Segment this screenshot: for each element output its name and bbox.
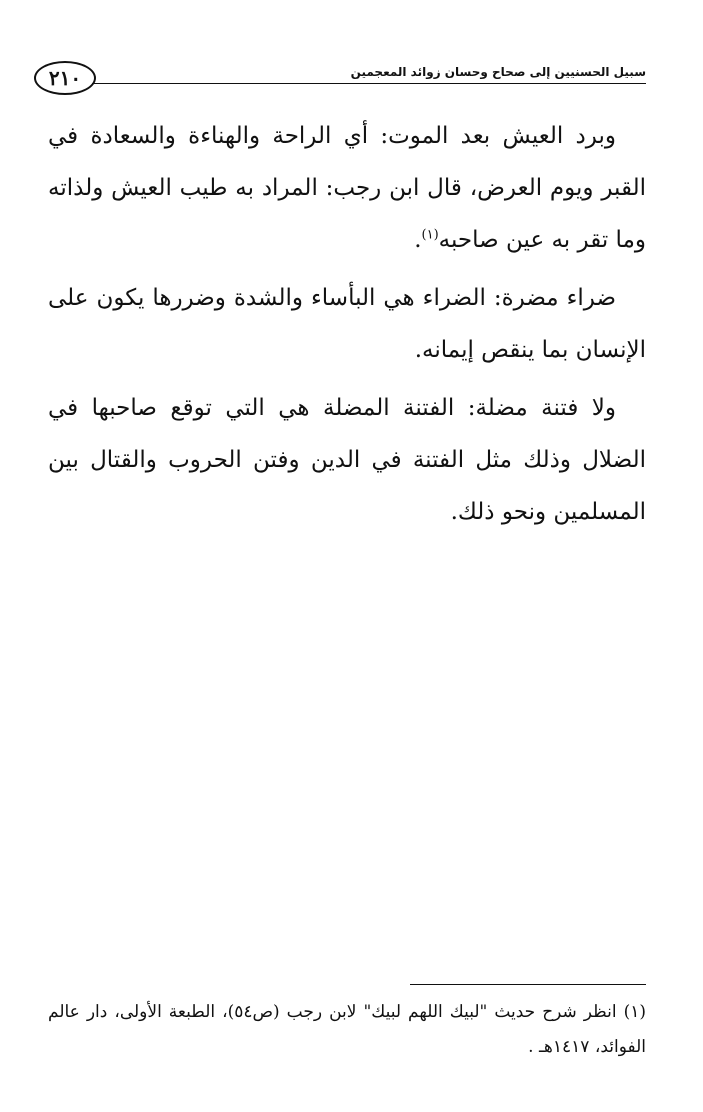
paragraph-1-text: وبرد العيش بعد الموت: أي الراحة والهناءة والسعادة في القبر ويوم العرض، قال ابن رجب: المراد به طيب العيش ولذاته وما تقر به عين صاحبه — [48, 123, 646, 253]
header-rule — [92, 83, 646, 84]
footnote-separator — [410, 984, 646, 985]
main-text — [48, 110, 646, 544]
footnote-text: (١) انظر شرح حديث "لبيك اللهم لبيك" لابن رجب (ص٥٤)، الطبعة الأولى، دار عالم الفوائد، ١٤١٧هـ . — [48, 1002, 646, 1057]
footnote — [48, 995, 646, 1065]
paragraph-2: ضراء مضرة: الضراء هي البأساء والشدة وضررها يكون على الإنسان بما ينقص إيمانه. — [48, 285, 646, 363]
footnote-reference: (١) — [421, 227, 439, 243]
page-header — [34, 58, 646, 98]
running-title: سبيل الحسنيين إلى صحاح وحسان زوائد المعجمين — [350, 65, 646, 79]
paragraph-1 — [48, 110, 646, 266]
paragraph-1-end: . — [414, 227, 422, 253]
page-number: ٢١٠ — [34, 61, 96, 95]
paragraph-3: ولا فتنة مضلة: الفتنة المضلة هي التي توقع صاحبها في الضلال وذلك مثل الفتنة في الدين وفتن الحروب والقتال بين المسلمين ونحو ذلك. — [48, 395, 646, 525]
